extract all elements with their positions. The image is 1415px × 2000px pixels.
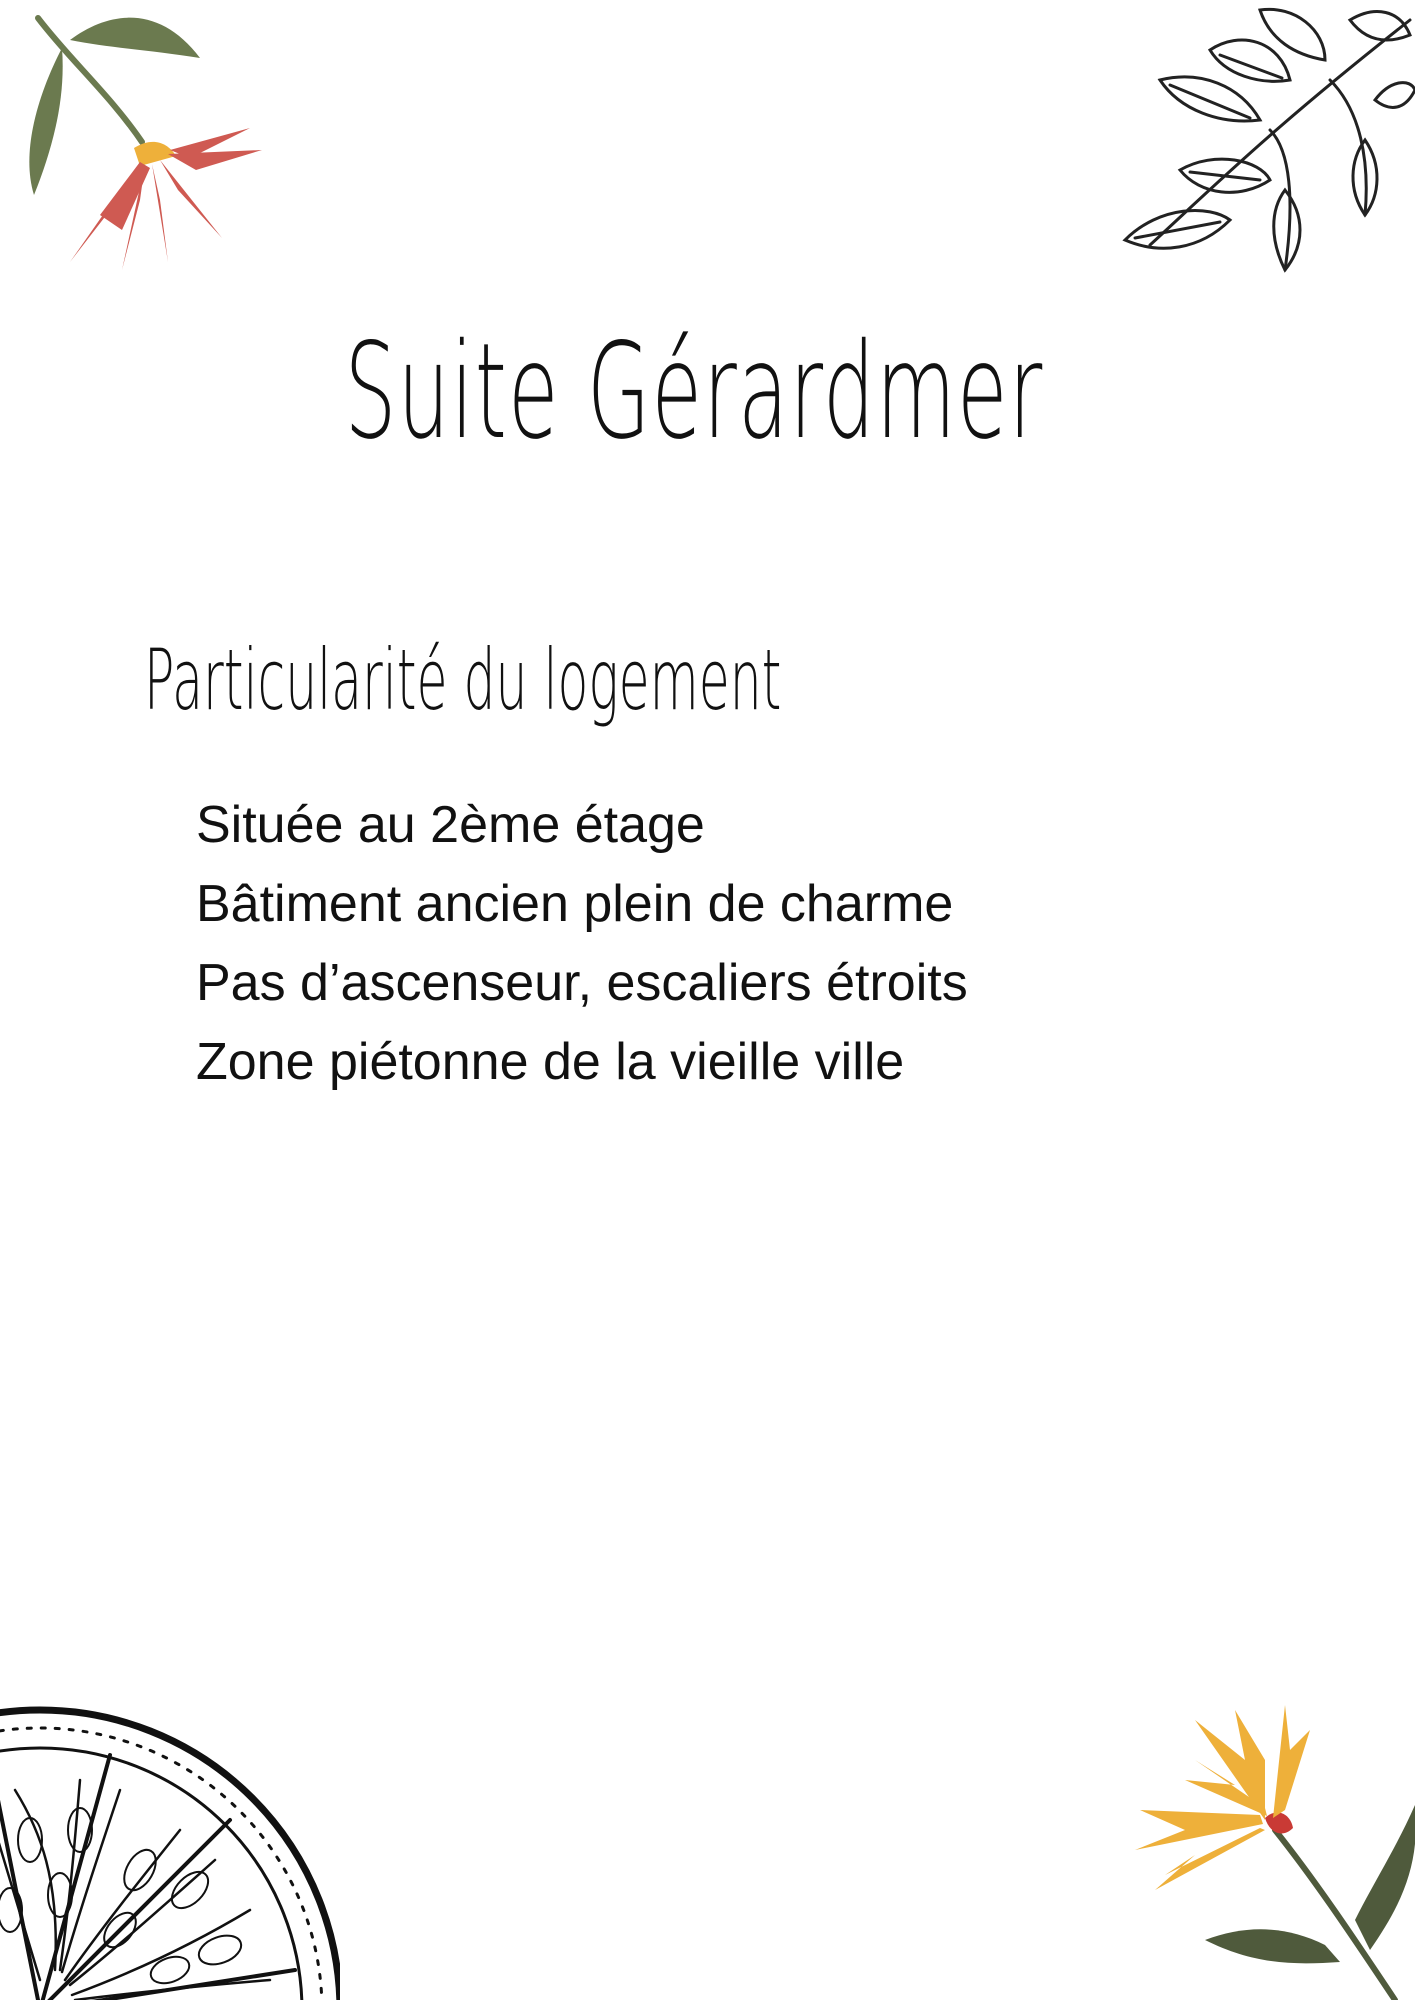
orange-flower-icon bbox=[1125, 1700, 1415, 2000]
feature-item-building: Bâtiment ancien plein de charme bbox=[196, 875, 954, 933]
red-flower-icon bbox=[0, 0, 270, 280]
feature-list bbox=[196, 786, 968, 1102]
leafy-branch-icon bbox=[1120, 0, 1415, 300]
feature-item-stairs: Pas d’ascenseur, escaliers étroits bbox=[196, 954, 968, 1012]
section-heading: Particularité du logement bbox=[144, 630, 782, 729]
citrus-slice-icon bbox=[0, 1680, 340, 2000]
page-title: Suite Gérardmer bbox=[344, 315, 1044, 470]
feature-item-zone: Zone piétonne de la vieille ville bbox=[196, 1033, 905, 1091]
feature-item-floor: Située au 2ème étage bbox=[196, 796, 705, 854]
